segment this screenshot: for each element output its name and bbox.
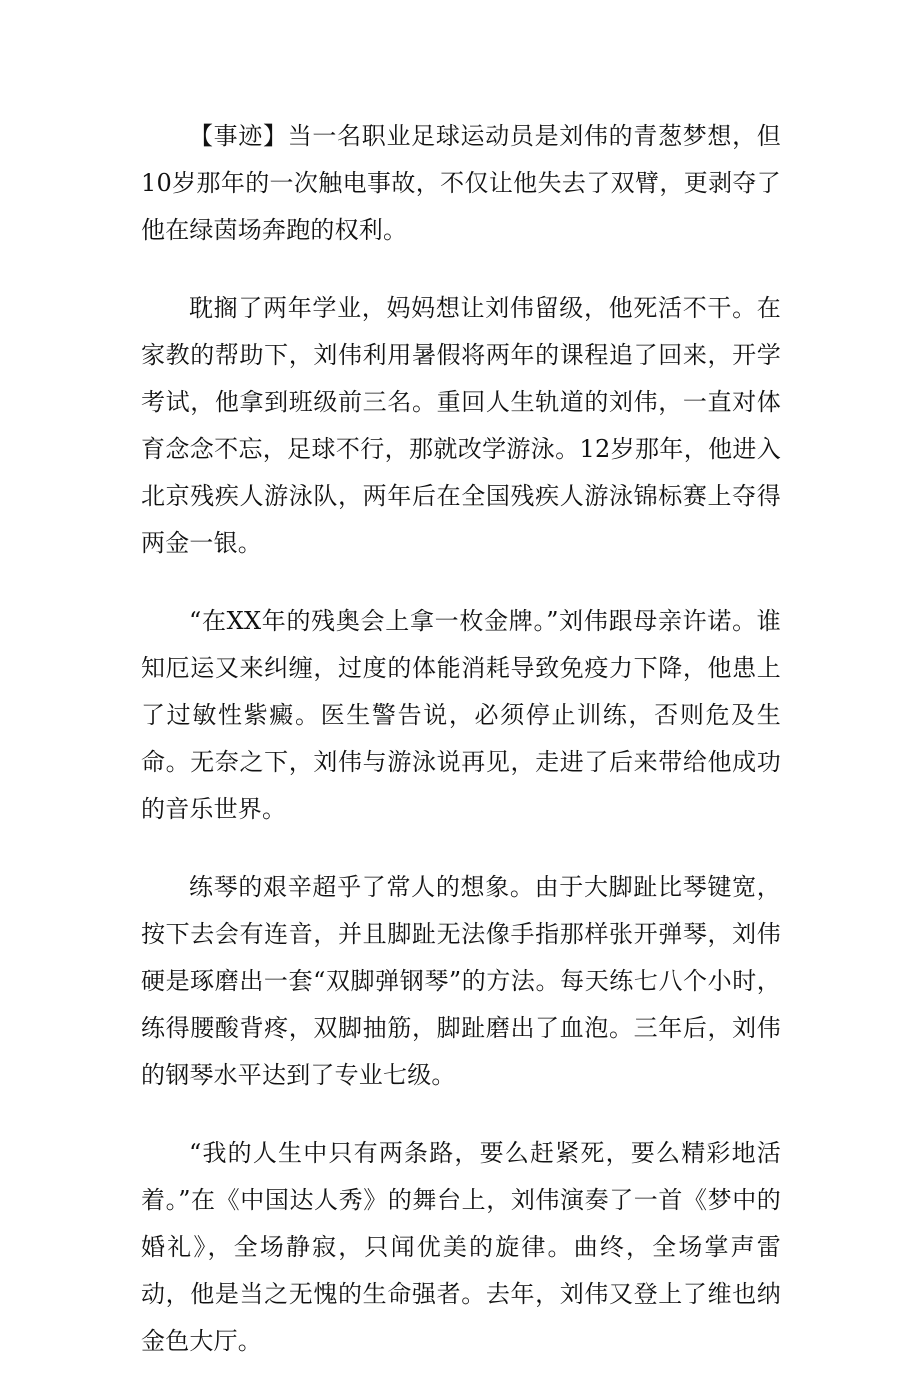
paragraph-piano-practice: 练琴的艰辛超乎了常人的想象。由于大脚趾比琴键宽，按下去会有连音，并且脚趾无法像手指那样张开弹琴，刘伟硬是琢磨出一套“双脚弹钢琴”的方法。每天练七八个小时，练得腰酸背疼，双脚抽筋，脚趾磨出了血泡。三年后，刘伟的钢琴水平达到了专业七级。 — [141, 873, 781, 1089]
paragraph-illness: “在XX年的残奥会上拿一枚金牌。”刘伟跟母亲许诺。谁知厄运又来纠缠，过度的体能消耗导致免疫力下降，他患上了过敏性紫癜。医生警告说，必须停止训练，否则危及生命。无奈之下，刘伟与游泳说再见，走进了后来带给他成功的音乐世界。 — [141, 607, 781, 823]
paragraph-deeds: 【事迹】当一名职业足球运动员是刘伟的青葱梦想，但10岁那年的一次触电事故，不仅让他失去了双臂，更剥夺了他在绿茵场奔跑的权利。 — [141, 122, 781, 244]
paragraph-talent-show: “我的人生中只有两条路，要么赶紧死，要么精彩地活着。”在《中国达人秀》的舞台上，刘伟演奏了一首《梦中的婚礼》，全场静寂，只闻优美的旋律。曲终，全场掌声雷动，他是当之无愧的生命强者。去年，刘伟又登上了维也纳金色大厅。 — [141, 1139, 781, 1355]
paragraph-education-swimming: 耽搁了两年学业，妈妈想让刘伟留级，他死活不干。在家教的帮助下，刘伟利用暑假将两年的课程追了回来，开学考试，他拿到班级前三名。重回人生轨道的刘伟，一直对体育念念不忘，足球不行，那就改学游泳。12岁那年，他进入北京残疾人游泳队，两年后在全国残疾人游泳锦标赛上夺得两金一银。 — [141, 294, 781, 557]
document-body — [141, 113, 781, 1396]
